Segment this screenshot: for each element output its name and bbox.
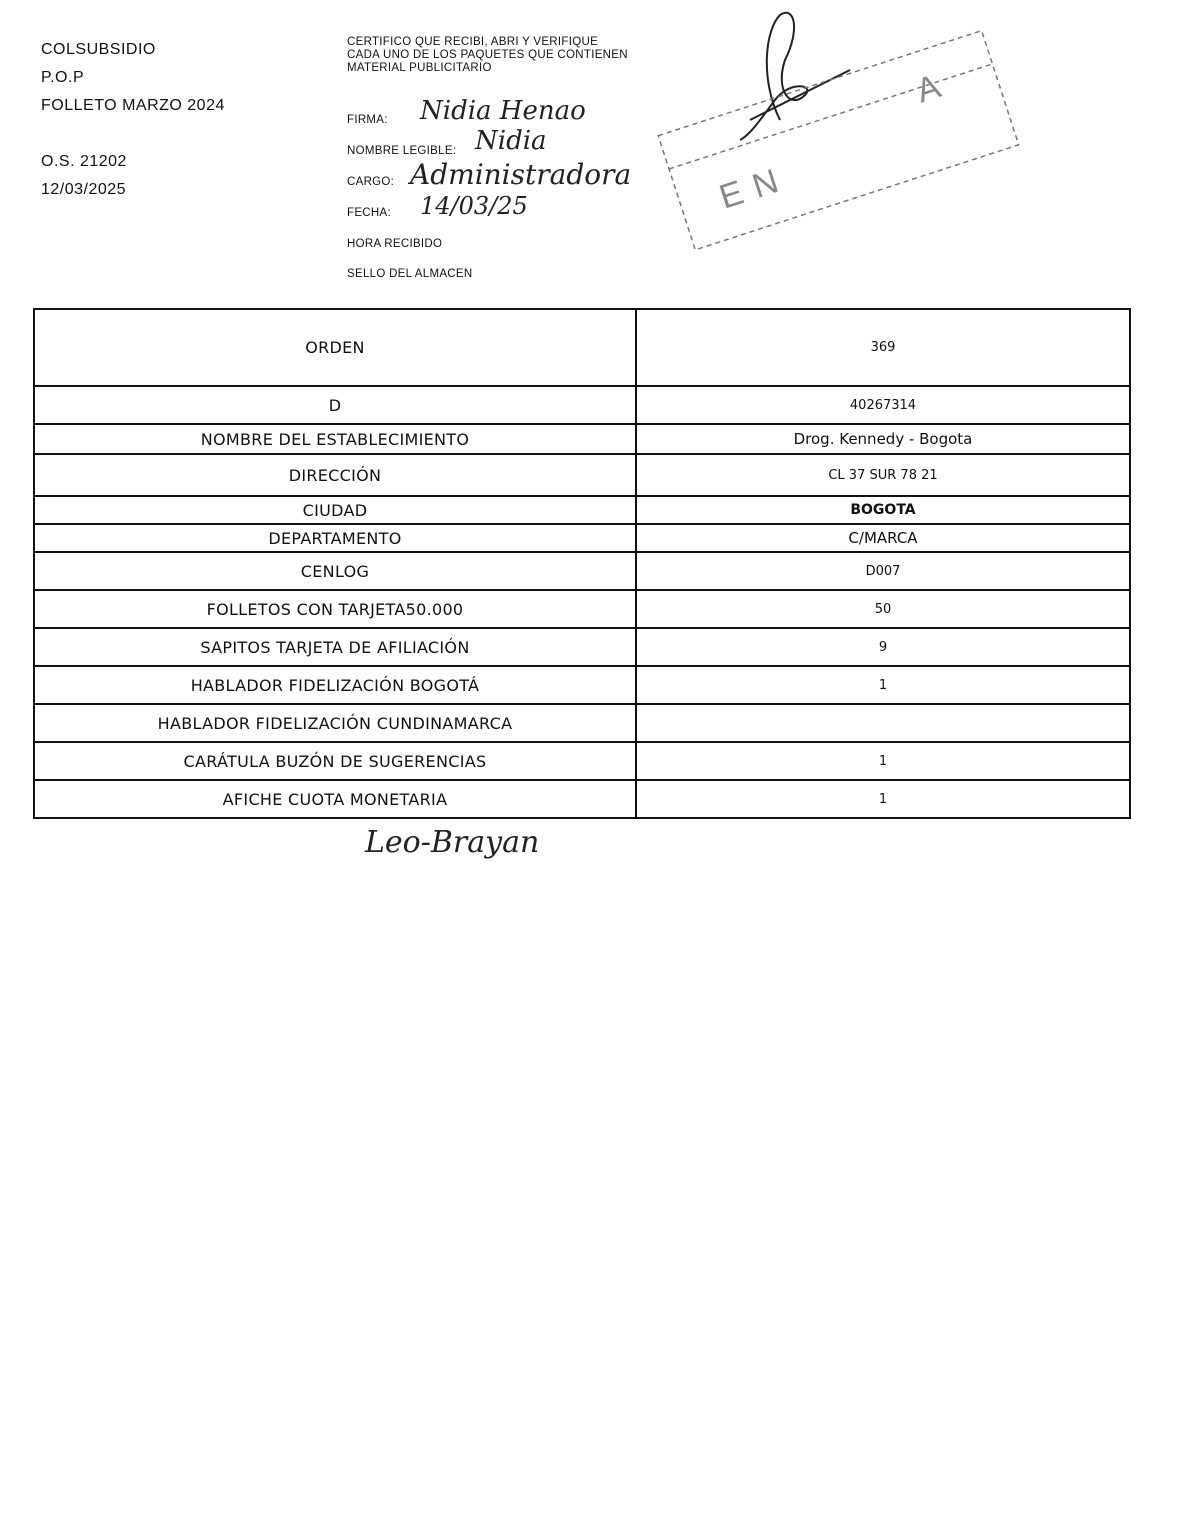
- firma-handwriting: Nidia Henao: [420, 96, 586, 126]
- hora-label: HORA RECIBIDO: [347, 238, 443, 250]
- row-value-cenlog: D007: [636, 552, 1130, 590]
- row-label-sapitos: SAPITOS TARJETA DE AFILIACIÓN: [34, 628, 636, 666]
- order-table: [33, 308, 1131, 819]
- svg-text:EN: EN: [714, 158, 795, 217]
- certificate-line-2: CADA UNO DE LOS PAQUETES QUE CONTIENEN MATERIAL PUBLICITARIO: [347, 49, 628, 74]
- row-label-cenlog: CENLOG: [34, 552, 636, 590]
- row-value-ciudad: BOGOTA: [636, 496, 1130, 524]
- service-order: O.S. 21202: [41, 153, 127, 170]
- table-row: [34, 454, 1130, 496]
- firma-label: FIRMA:: [347, 114, 388, 126]
- table-row: [34, 386, 1130, 424]
- row-value-hablador-cundinamarca: [636, 704, 1130, 742]
- table-row: [34, 704, 1130, 742]
- certificate-line-1: CERTIFICO QUE RECIBI, ABRI Y VERIFIQUE: [347, 36, 599, 48]
- table-row: [34, 628, 1130, 666]
- nombre-label: NOMBRE LEGIBLE:: [347, 145, 457, 157]
- row-value-afiche: 1: [636, 780, 1130, 818]
- store-stamp: [650, 20, 1030, 270]
- cargo-label: CARGO:: [347, 176, 395, 188]
- svg-text:A: A: [911, 67, 946, 111]
- fecha-label: FECHA:: [347, 207, 391, 219]
- certificate-text: [347, 36, 647, 75]
- row-value-caratula: 1: [636, 742, 1130, 780]
- order-date: 12/03/2025: [41, 181, 127, 198]
- row-value-id: 40267314: [636, 386, 1130, 424]
- row-label-hablador-cundinamarca: HABLADOR FIDELIZACIÓN CUNDINAMARCA: [34, 704, 636, 742]
- row-value-sapitos: 9: [636, 628, 1130, 666]
- row-label-departamento: DEPARTAMENTO: [34, 524, 636, 552]
- table-row: [34, 552, 1130, 590]
- table-row: [34, 496, 1130, 524]
- table-row: [34, 524, 1130, 552]
- table-row: [34, 424, 1130, 454]
- row-label-id: D: [34, 386, 636, 424]
- table-row: [34, 780, 1130, 818]
- table-row: [34, 309, 1130, 386]
- row-value-orden: 369: [636, 309, 1130, 386]
- folleto-title: FOLLETO MARZO 2024: [41, 97, 225, 114]
- row-value-departamento: C/MARCA: [636, 524, 1130, 552]
- nombre-handwriting: Nidia: [475, 126, 547, 156]
- row-label-orden: ORDEN: [34, 309, 636, 386]
- table-row: [34, 590, 1130, 628]
- row-label-ciudad: CIUDAD: [34, 496, 636, 524]
- row-label-folletos: FOLLETOS CON TARJETA50.000: [34, 590, 636, 628]
- department: P.O.P: [41, 69, 85, 86]
- row-label-caratula: CARÁTULA BUZÓN DE SUGERENCIAS: [34, 742, 636, 780]
- header-left: [41, 36, 225, 204]
- row-value-folletos: 50: [636, 590, 1130, 628]
- row-label-direccion: DIRECCIÓN: [34, 454, 636, 496]
- cargo-handwriting: Administradora: [410, 158, 632, 191]
- fecha-handwriting: 14/03/25: [420, 192, 528, 220]
- row-label-establecimiento: NOMBRE DEL ESTABLECIMIENTO: [34, 424, 636, 454]
- table-row: [34, 742, 1130, 780]
- footer-handwriting: Leo-Brayan: [365, 825, 540, 860]
- row-value-hablador-bogota: 1: [636, 666, 1130, 704]
- table-row: [34, 666, 1130, 704]
- company-name: COLSUBSIDIO: [41, 41, 156, 58]
- sello-label: SELLO DEL ALMACEN: [347, 268, 473, 280]
- row-label-afiche: AFICHE CUOTA MONETARIA: [34, 780, 636, 818]
- row-value-establecimiento: Drog. Kennedy - Bogota: [636, 424, 1130, 454]
- row-label-hablador-bogota: HABLADOR FIDELIZACIÓN BOGOTÁ: [34, 666, 636, 704]
- row-value-direccion: CL 37 SUR 78 21: [636, 454, 1130, 496]
